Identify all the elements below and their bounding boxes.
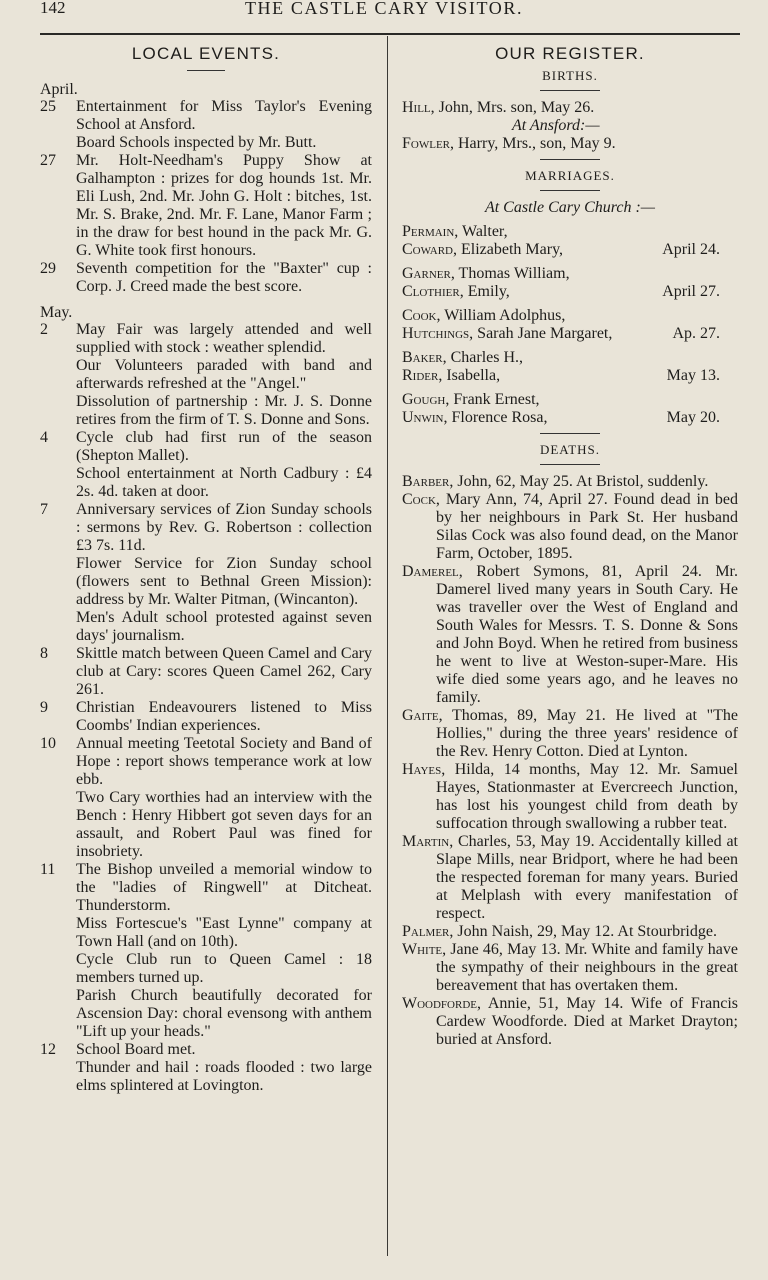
event-text: Christian Endeavourers listened to Miss Coombs' Indian experiences. (76, 699, 372, 734)
marriage-bride (402, 325, 738, 343)
marriage-groom (402, 307, 738, 325)
death-surname: Palmer (402, 923, 450, 940)
marriage-groom (402, 223, 738, 241)
marriage-groom (402, 349, 738, 367)
groom-name: , Thomas William, (450, 265, 570, 282)
death-entry (402, 563, 738, 707)
death-entry (402, 833, 738, 923)
marriage-bride (402, 241, 738, 259)
marriage-bride (402, 283, 738, 301)
event-text: Skittle match between Queen Camel and Cary club at Cary: scores Queen Camel 262, Cary 261. (76, 645, 372, 698)
death-surname: White (402, 941, 443, 958)
births-end-rule (540, 159, 600, 160)
death-detail: , John, 62, May 25. At Bristol, suddenly. (449, 473, 709, 490)
birth-surname: Hill (402, 99, 431, 116)
marriages-list (402, 223, 738, 427)
event-day: 9 (40, 699, 48, 716)
event-day: 7 (40, 501, 48, 518)
death-surname: Damerel (402, 563, 459, 580)
bride-line (402, 409, 547, 427)
death-surname: Barber (402, 473, 450, 490)
birth-detail: , Harry, Mrs., son, May 9. (450, 135, 616, 152)
marriage-entry (402, 391, 738, 427)
bride-line (402, 241, 563, 259)
death-detail: , Jane 46, May 13. Mr. White and family have the sympathy of their neighbours in the great bereavement that has overtaken them. (436, 941, 738, 994)
page-number: 142 (40, 0, 66, 17)
event-text: School entertainment at North Cadbury : £4 2s. 4d. taken at door. (76, 465, 372, 500)
event-text: Board Schools inspected by Mr. Butt. (76, 134, 317, 151)
deaths-heading: DEATHS. (539, 442, 601, 457)
event-text: Our Volunteers paraded with band and afterwards refreshed at the "Angel." (76, 357, 372, 392)
death-detail: , Robert Symons, 81, April 24. Mr. Damerel lived many years in South Cary. He was traveller over the West of England and South Wales for Messrs. T. S. Donne & Sons and John Boyd. When he retired from business he went to live at Weston-super-Mare. His wife died some years ago, and he leaves no family. (436, 563, 738, 706)
groom-surname: Permain (402, 223, 455, 240)
marriage-groom (402, 265, 738, 283)
marriage-date: April 24. (662, 241, 720, 258)
death-entry (402, 941, 738, 995)
marriages-heading: MARRIAGES. (525, 168, 615, 183)
death-entry (402, 707, 738, 761)
event-text: Entertainment for Miss Taylor's Evening School at Ansford. (76, 98, 372, 133)
marriage-entry (402, 223, 738, 259)
event-entry (40, 429, 372, 501)
groom-surname: Gough (402, 391, 446, 408)
event-text: Men's Adult school protested against seven days' journalism. (76, 609, 372, 644)
death-surname: Hayes (402, 761, 442, 778)
bride-surname: Unwin (402, 409, 444, 426)
death-entry (402, 995, 738, 1049)
may-events (40, 321, 372, 1095)
event-text: Two Cary worthies had an interview with the Bench : Henry Hibbert got seven days for an assault, and Robert Paul was fined for insobriety. (76, 789, 372, 860)
marriages-place: At Castle Cary Church :— (484, 199, 656, 216)
marriage-entry (402, 265, 738, 301)
bride-line (402, 367, 500, 385)
groom-name: , Walter, (454, 223, 508, 240)
marriage-groom (402, 391, 738, 409)
event-entry (40, 152, 372, 260)
bride-line (402, 283, 510, 301)
death-entry (402, 491, 738, 563)
marriage-date: May 20. (666, 409, 720, 426)
birth-place: At Ansford:— (512, 117, 600, 134)
event-text: Cycle club had first run of the season (Shepton Mallet). (76, 429, 372, 464)
bride-line (402, 325, 612, 343)
death-surname: Woodforde (402, 995, 477, 1012)
bride-name: , Emily, (459, 283, 510, 300)
groom-name: , Frank Ernest, (445, 391, 540, 408)
bride-surname: Hutchings (402, 325, 470, 342)
event-day: 8 (40, 645, 48, 662)
event-entry (40, 260, 372, 296)
month-label-may: May. (40, 304, 73, 321)
bride-surname: Rider (402, 367, 439, 384)
event-day: 29 (40, 260, 56, 277)
event-entry (40, 98, 372, 152)
bride-name: , Sarah Jane Margaret, (469, 325, 613, 342)
bride-name: , Isabella, (438, 367, 501, 384)
death-detail: , Mary Ann, 74, April 27. Found dead in bed by her neighbours in Park St. Her husband Silas Cock was also found dead, on the Manor Farm, October, 1895. (435, 491, 738, 562)
births-list (402, 99, 738, 153)
death-detail: , John Naish, 29, May 12. At Stourbridge. (449, 923, 717, 940)
groom-surname: Cook (402, 307, 437, 324)
marriage-bride (402, 367, 738, 385)
births-heading: BIRTHS. (542, 68, 598, 83)
event-day: 11 (40, 861, 56, 878)
title-rule (187, 70, 225, 71)
death-surname: Gaite (402, 707, 439, 724)
birth-detail: , John, Mrs. son, May 26. (430, 99, 595, 116)
event-day: 2 (40, 321, 48, 338)
event-text: Flower Service for Zion Sunday school (flowers sent to Bethnal Green Mission): address by Mr. Walter Pitman, (Wincanton). (76, 555, 372, 608)
event-text: Mr. Holt-Needham's Puppy Show at Galhampton : prizes for dog hounds 1st. Mr. Eli Lush, 2nd. Mr. John G. Holt : bitches, 1st. Mr. S. Brake, 2nd. Mr. F. Lane, Manor Farm ; in the draw for best hound in the pack Mr. G. G. White took first honours. (76, 152, 372, 259)
event-entry (40, 645, 372, 699)
marriage-entry (402, 307, 738, 343)
deaths-list (402, 473, 738, 1049)
marriage-date: Ap. 27. (672, 325, 720, 342)
journal-title: THE CASTLE CARY VISITOR. (244, 0, 524, 18)
births-rule (540, 90, 600, 91)
event-text: Cycle Club run to Queen Camel : 18 members turned up. (76, 951, 372, 986)
april-events (40, 98, 372, 296)
birth-surname: Fowler (402, 135, 450, 152)
event-day: 27 (40, 152, 56, 169)
bride-surname: Coward (402, 241, 454, 258)
death-entry (402, 923, 738, 941)
register-title: OUR REGISTER. (495, 44, 645, 63)
bride-surname: Clothier (402, 283, 460, 300)
event-entry (40, 735, 372, 861)
groom-surname: Baker (402, 349, 443, 366)
running-header (0, 0, 768, 22)
column-divider (387, 36, 388, 1256)
month-label-april: April. (40, 81, 78, 98)
death-detail: , Thomas, 89, May 21. He lived at "The Hollies," during the three years' residence of the Rev. Henry Cotton. Died at Lynton. (436, 707, 738, 760)
event-entry (40, 861, 372, 1041)
birth-entry (402, 135, 738, 153)
groom-name: , William Adolphus, (436, 307, 566, 324)
event-text: Anniversary services of Zion Sunday schools : sermons by Rev. G. Robertson : collection £3 7s. 11d. (76, 501, 372, 554)
death-detail: , Hilda, 14 months, May 12. Mr. Samuel Hayes, Stationmaster at Evercreech Junction, has lost his youngest child from death by suffocation through swallowing a rubber teat. (436, 761, 738, 832)
groom-name: , Charles H., (442, 349, 524, 366)
event-text: May Fair was largely attended and well supplied with stock : weather splendid. (76, 321, 372, 356)
death-entry (402, 761, 738, 833)
register-column (402, 36, 738, 1049)
marriage-date: April 27. (662, 283, 720, 300)
event-day: 10 (40, 735, 56, 752)
death-detail: , Charles, 53, May 19. Accidentally killed at Slape Mills, near Bridport, where he had been the respected foreman for many years. Buried at Melplash with every manifestation of respect. (436, 833, 738, 922)
event-text: Parish Church beautifully decorated for Ascension Day: choral evensong with anthem "Lift up your heads." (76, 987, 372, 1040)
event-entry (40, 1041, 372, 1095)
marriages-rule (540, 190, 600, 191)
groom-surname: Garner (402, 265, 451, 282)
birth-entry (402, 99, 738, 117)
event-entry (40, 501, 372, 645)
event-day: 25 (40, 98, 56, 115)
marriage-entry (402, 349, 738, 385)
death-detail: , Annie, 51, May 14. Wife of Francis Cardew Woodforde. Died at Market Drayton; buried at Ansford. (436, 995, 738, 1048)
event-entry (40, 321, 372, 429)
event-entry (40, 699, 372, 735)
local-events-column (40, 36, 372, 1095)
event-text: Seventh competition for the "Baxter" cup : Corp. J. Creed made the best score. (76, 260, 372, 295)
bride-name: , Florence Rosa, (443, 409, 548, 426)
event-day: 12 (40, 1041, 56, 1058)
event-text: The Bishop unveiled a memorial window to the "ladies of Ringwell" at Ditcheat. Thunderstorm. (76, 861, 372, 914)
death-surname: Cock (402, 491, 436, 508)
marriages-end-rule (540, 433, 600, 434)
event-text: School Board met. (76, 1041, 196, 1058)
event-text: Miss Fortescue's "East Lynne" company at Town Hall (and on 10th). (76, 915, 372, 950)
header-rule (40, 33, 740, 35)
local-events-title: LOCAL EVENTS. (131, 44, 281, 63)
death-surname: Martin (402, 833, 450, 850)
deaths-rule (540, 464, 600, 465)
death-entry (402, 473, 738, 491)
event-text: Annual meeting Teetotal Society and Band of Hope : report shows temperance work at low ebb. (76, 735, 372, 788)
event-text: Thunder and hail : roads flooded : two large elms splintered at Lovington. (76, 1059, 372, 1094)
marriage-bride (402, 409, 738, 427)
bride-name: , Elizabeth Mary, (453, 241, 564, 258)
event-text: Dissolution of partnership : Mr. J. S. Donne retires from the firm of T. S. Donne and Sons. (76, 393, 372, 428)
marriage-date: May 13. (666, 367, 720, 384)
event-day: 4 (40, 429, 48, 446)
